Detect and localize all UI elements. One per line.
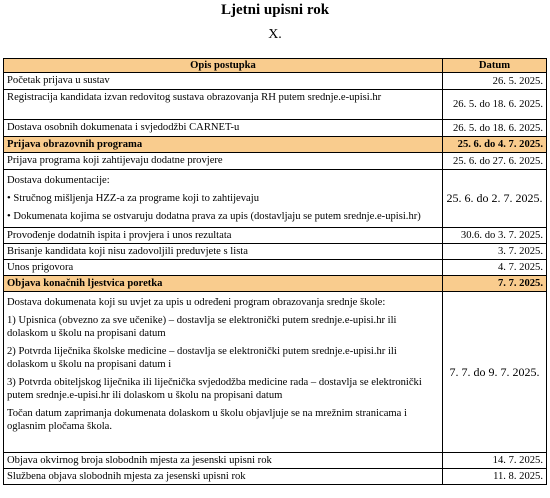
row-description: Dostava dokumenata koji su uvjet za upis u određeni program obrazovanja srednje škole: [7,297,386,308]
row-date: 25. 6. do 2. 7. 2025. [443,170,547,228]
row-date: 25. 6. do 4. 7. 2025. [443,137,547,153]
row-description: Početak prijava u sustav [4,73,443,90]
row-description-list [4,170,443,228]
list-item: 3) Potvrda obiteljskog liječnika ili liječnička svjedodžba medicine rada – dostavlja se elektronički putem srednje.e-upisi.hr ili dolaskom u školu na propisani datum [7,377,422,401]
table-row [4,120,547,137]
list-item: 2) Potvrda liječnika školske medicine – dostavlja se elektronički putem srednje.e-upisi.hr ili dolaskom u školu na propisani datum i [7,346,397,370]
bullet-item: • Dokumenata kojima se ostvaruju dodatna prava za upis (dostavljaju se putem srednje.e-upisi.hr) [7,211,421,222]
row-description: Provođenje dodatnih ispita i provjera i unos rezultata [4,228,443,244]
row-date: 7. 7. 2025. [443,276,547,292]
table-row [4,469,547,485]
table-row-highlighted [4,276,547,292]
row-date: 26. 5. do 18. 6. 2025. [443,90,547,120]
table-row [4,453,547,469]
row-description: Dostava dokumentacije: [7,175,110,186]
row-description: Brisanje kandidata koji nisu zadovoljili preduvjete s lista [4,244,443,260]
row-date: 4. 7. 2025. [443,260,547,276]
column-header-description: Opis postupka [4,59,443,73]
row-description: Prijava obrazovnih programa [4,137,443,153]
row-description: Objava konačnih ljestvica poretka [4,276,443,292]
table-row [4,228,547,244]
row-description: Objava okvirnog broja slobodnih mjesta za jesenski upisni rok [4,453,443,469]
table-row [4,153,547,170]
row-date: 7. 7. do 9. 7. 2025. [443,292,547,453]
column-header-date: Datum [443,59,547,73]
row-date: 14. 7. 2025. [443,453,547,469]
row-date: 25. 6. do 27. 6. 2025. [443,153,547,170]
row-description: Službena objava slobodnih mjesta za jesenski upisni rok [4,469,443,485]
row-description: Dostava osobnih dokumenata i svjedodžbi CARNET-u [4,120,443,137]
table-row [4,90,547,120]
list-item: 1) Upisnica (obvezno za sve učenike) – dostavlja se elektronički putem srednje.e-upisi.hr ili dolaskom u školu na propisani datum [7,315,397,339]
list-item: Točan datum zaprimanja dokumenata dolaskom u školu objavljuje se na mrežnim stranicama i oglasnim pločama škola. [7,408,407,432]
table-row [4,292,547,453]
table-header-row [4,59,547,73]
row-date: 30.6. do 3. 7. 2025. [443,228,547,244]
table-row [4,260,547,276]
section-number: X. [268,27,282,42]
schedule-table [3,58,547,485]
table-row [4,244,547,260]
table-row [4,170,547,228]
page-title: Ljetni upisni rok [220,2,330,18]
row-description: Unos prigovora [4,260,443,276]
table-row-highlighted [4,137,547,153]
row-date: 11. 8. 2025. [443,469,547,485]
table-row [4,73,547,90]
bullet-item: • Stručnog mišljenja HZZ-a za programe koji to zahtijevaju [7,193,259,204]
row-date: 26. 5. do 18. 6. 2025. [443,120,547,137]
row-date: 3. 7. 2025. [443,244,547,260]
row-description: Prijava programa koji zahtijevaju dodatne provjere [4,153,443,170]
row-date: 26. 5. 2025. [443,73,547,90]
row-description-list [4,292,443,453]
row-description: Registracija kandidata izvan redovitog sustava obrazovanja RH putem srednje.e-upisi.hr [4,90,443,120]
